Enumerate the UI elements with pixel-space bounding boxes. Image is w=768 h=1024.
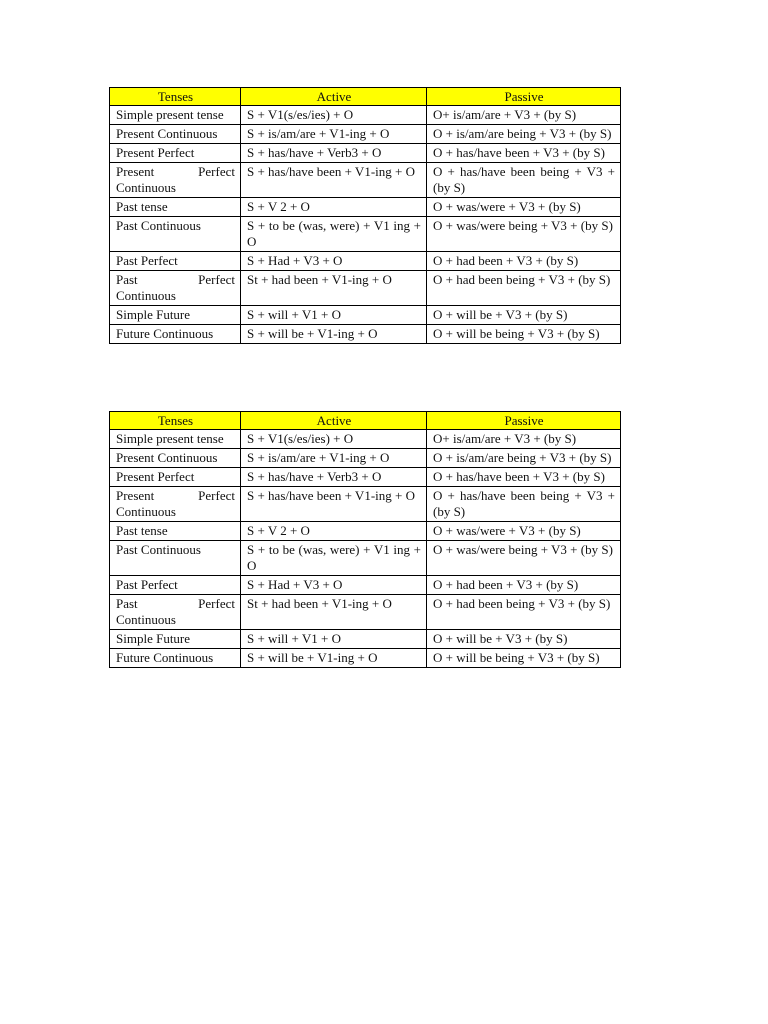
active-cell: S + Had + V3 + O [241, 252, 427, 271]
header-tenses: Tenses [110, 412, 241, 430]
tense-cell: Past Perfect [110, 576, 241, 595]
tense-cell: Simple Future [110, 630, 241, 649]
passive-cell: O + has/have been being + V3 + (by S) [427, 487, 621, 522]
passive-cell: O + will be being + V3 + (by S) [427, 325, 621, 344]
passive-cell: O + is/am/are being + V3 + (by S) [427, 449, 621, 468]
table-row [110, 198, 621, 217]
active-cell: S + will + V1 + O [241, 630, 427, 649]
passive-cell: O + is/am/are being + V3 + (by S) [427, 125, 621, 144]
table-row [110, 522, 621, 541]
table-row [110, 271, 621, 306]
tense-cell: Past Perfect [110, 252, 241, 271]
passive-cell: O + had been + V3 + (by S) [427, 252, 621, 271]
active-cell: S + V1(s/es/ies) + O [241, 430, 427, 449]
passive-cell: O + was/were being + V3 + (by S) [427, 217, 621, 252]
header-active: Active [241, 88, 427, 106]
table-row [110, 630, 621, 649]
active-cell: S + will be + V1-ing + O [241, 325, 427, 344]
table-row [110, 541, 621, 576]
active-cell: S + V 2 + O [241, 522, 427, 541]
tense-cell: Past Continuous [110, 541, 241, 576]
active-cell: S + is/am/are + V1-ing + O [241, 449, 427, 468]
header-active: Active [241, 412, 427, 430]
table-header-row [110, 412, 621, 430]
passive-cell: O + was/were being + V3 + (by S) [427, 541, 621, 576]
table-row [110, 595, 621, 630]
passive-cell: O + has/have been + V3 + (by S) [427, 468, 621, 487]
table-row [110, 649, 621, 668]
tense-cell: Simple present tense [110, 106, 241, 125]
passive-cell: O + has/have been + V3 + (by S) [427, 144, 621, 163]
tense-cell: Past tense [110, 198, 241, 217]
table-row [110, 487, 621, 522]
passive-cell: O + was/were + V3 + (by S) [427, 198, 621, 217]
table-row [110, 144, 621, 163]
tenses-table-1 [109, 87, 621, 344]
table-row [110, 217, 621, 252]
table-row [110, 106, 621, 125]
active-cell: St + had been + V1-ing + O [241, 595, 427, 630]
header-passive: Passive [427, 88, 621, 106]
active-cell: S + V1(s/es/ies) + O [241, 106, 427, 125]
passive-cell: O + had been being + V3 + (by S) [427, 271, 621, 306]
active-cell: S + to be (was, were) + V1 ing + O [241, 541, 427, 576]
header-tenses: Tenses [110, 88, 241, 106]
active-cell: S + is/am/are + V1-ing + O [241, 125, 427, 144]
table-header-row [110, 88, 621, 106]
passive-cell: O + was/were + V3 + (by S) [427, 522, 621, 541]
table-row [110, 306, 621, 325]
table-row [110, 252, 621, 271]
tense-cell: Simple Future [110, 306, 241, 325]
active-cell: S + will be + V1-ing + O [241, 649, 427, 668]
table-row [110, 125, 621, 144]
passive-cell: O + had been + V3 + (by S) [427, 576, 621, 595]
active-cell: S + has/have + Verb3 + O [241, 468, 427, 487]
tense-cell: Past Continuous [110, 217, 241, 252]
active-cell: St + had been + V1-ing + O [241, 271, 427, 306]
table-row [110, 163, 621, 198]
tense-cell: Present Perfect [110, 144, 241, 163]
active-cell: S + has/have + Verb3 + O [241, 144, 427, 163]
active-cell: S + has/have been + V1-ing + O [241, 163, 427, 198]
header-passive: Passive [427, 412, 621, 430]
passive-cell: O + had been being + V3 + (by S) [427, 595, 621, 630]
table-row [110, 325, 621, 344]
table-row [110, 468, 621, 487]
table-row [110, 449, 621, 468]
tense-cell: Future Continuous [110, 325, 241, 344]
passive-cell: O + will be being + V3 + (by S) [427, 649, 621, 668]
tense-cell: Past Perfect Continuous [110, 271, 241, 306]
passive-cell: O+ is/am/are + V3 + (by S) [427, 106, 621, 125]
active-cell: S + V 2 + O [241, 198, 427, 217]
passive-cell: O + will be + V3 + (by S) [427, 306, 621, 325]
active-cell: S + to be (was, were) + V1 ing + O [241, 217, 427, 252]
passive-cell: O + will be + V3 + (by S) [427, 630, 621, 649]
passive-cell: O+ is/am/are + V3 + (by S) [427, 430, 621, 449]
tense-cell: Future Continuous [110, 649, 241, 668]
tense-cell: Simple present tense [110, 430, 241, 449]
tense-cell: Present Perfect Continuous [110, 487, 241, 522]
passive-cell: O + has/have been being + V3 + (by S) [427, 163, 621, 198]
tense-cell: Past Perfect Continuous [110, 595, 241, 630]
table-row [110, 430, 621, 449]
tense-cell: Present Continuous [110, 449, 241, 468]
active-cell: S + will + V1 + O [241, 306, 427, 325]
tense-cell: Present Perfect Continuous [110, 163, 241, 198]
tense-cell: Past tense [110, 522, 241, 541]
tense-cell: Present Continuous [110, 125, 241, 144]
tense-cell: Present Perfect [110, 468, 241, 487]
active-cell: S + has/have been + V1-ing + O [241, 487, 427, 522]
active-cell: S + Had + V3 + O [241, 576, 427, 595]
tenses-table-2 [109, 411, 621, 668]
table-row [110, 576, 621, 595]
